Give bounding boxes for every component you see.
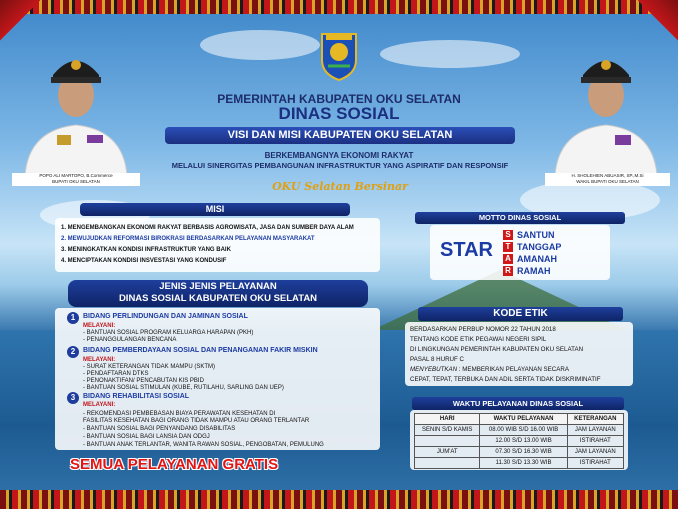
kode-etik-last-line: CEPAT, TEPAT, TERBUKA DAN ADIL SERTA TIDAK DISKRIMINATIF <box>410 376 601 383</box>
misi-item: 4. MENCIPTAKAN KONDISI INSVESTASI YANG KONDUSIF <box>61 258 227 264</box>
schedule-table <box>414 413 624 469</box>
schedule-cell: ISTIRAHAT <box>567 458 623 469</box>
govt-title: PEMERINTAH KABUPATEN OKU SELATAN <box>217 92 461 106</box>
free-service-notice: SEMUA PELAYANAN GRATIS <box>70 456 279 473</box>
motto-item <box>503 229 561 241</box>
service-item: - REKOMENDASI PEMBEBASAN BIAYA PERAWATAN KESEHATAN DI <box>83 411 276 417</box>
schedule-row <box>415 447 624 458</box>
top-ornament-border <box>0 0 678 14</box>
service-item: - PENDAFTARAN DTKS <box>83 371 149 377</box>
service-item: - BANTUAN SOSIAL BAGI LANSIA DAN ODGJ <box>83 434 210 440</box>
services-title-line2: DINAS SOSIAL KABUPATEN OKU SELATAN <box>118 293 318 304</box>
kode-etik-menyebutkan <box>410 366 569 374</box>
bupati-title: BUPATI OKU SELATAN <box>52 179 100 184</box>
schedule-header-row <box>415 414 624 425</box>
schedule-row <box>415 436 624 447</box>
cloud <box>200 30 320 60</box>
service-number: 3 <box>67 392 79 404</box>
motto-item <box>503 265 561 277</box>
bottom-ornament-border <box>0 490 678 509</box>
kode-etik-panel <box>405 322 633 386</box>
bupati-name: POPO ALI MARTOPO, B.Commerce <box>39 173 113 178</box>
service-item: - BANTUAN SOSIAL STIMULAN (KUBE, RUTILAHU, SARLING DAN UEP) <box>83 385 284 391</box>
slogan: OKU Selatan Bersinar <box>272 180 408 193</box>
service-number: 1 <box>67 312 79 324</box>
misi-item: 1. MENGEMBANGKAN EKONOMI RAKYAT BERBASIS AGROWISATA, JASA DAN SUMBER DAYA ALAM <box>61 225 354 231</box>
schedule-row <box>415 425 624 436</box>
motto-item <box>503 253 561 265</box>
misi-item: 2. MEWUJUDKAN REFORMASI BIROKRASI BERDASARKAN PELAYANAN MASYARAKAT <box>61 236 315 242</box>
motto-letter: T <box>503 242 513 252</box>
wakil-bupati-photo <box>545 35 667 175</box>
motto-title: MOTTO DINAS SOSIAL <box>415 212 625 224</box>
service-number: 2 <box>67 346 79 358</box>
wakil-bupati-caption <box>545 173 670 186</box>
kode-etik-title: KODE ETIK <box>418 307 623 321</box>
service-melayani: MELAYANI: <box>83 323 116 329</box>
service-title: BIDANG PERLINDUNGAN DAN JAMINAN SOSIAL <box>83 313 248 320</box>
motto-letter: R <box>503 266 513 276</box>
motto-text: RAMAH <box>517 266 551 276</box>
wakil-bupati-title: WAKIL BUPATI OKU SELATAN <box>576 179 639 184</box>
menyebutkan-label: MENYEBUTKAN <box>410 366 458 373</box>
schedule-cell: 12.00 S/D 13.00 WIB <box>480 436 567 447</box>
regency-emblem-icon <box>318 30 360 82</box>
misi-item: 3. MENINGKATKAN KONDISI INFRASTRUKTUR YANG BAIK <box>61 247 231 253</box>
visi-title: VISI DAN MISI KABUPATEN OKU SELATAN <box>165 127 515 144</box>
kode-etik-line: PASAL 8 HURUF C <box>410 356 464 363</box>
service-item: - PENONAKTIFAN/ PENCABUTAN KIS PBID <box>83 378 204 384</box>
motto-word: STAR <box>440 239 493 261</box>
service-item: - SURAT KETERANGAN TIDAK MAMPU (SKTM) <box>83 364 216 370</box>
schedule-cell: SENIN S/D KAMIS <box>415 425 480 436</box>
schedule-title: WAKTU PELAYANAN DINAS SOSIAL <box>412 397 624 410</box>
schedule-cell: 08.00 WIB S/D 16.00 WIB <box>480 425 567 436</box>
schedule-cell: 07.30 S/D 16.30 WIB <box>480 447 567 458</box>
motto-letter: A <box>503 254 513 264</box>
menyebutkan-text: : MEMBERIKAN PELAYANAN SECARA <box>458 366 569 373</box>
motto-text: AMANAH <box>517 254 557 264</box>
service-title: BIDANG REHABILITASI SOSIAL <box>83 393 190 400</box>
schedule-header: WAKTU PELAYANAN <box>480 414 567 425</box>
services-panel <box>55 308 380 450</box>
misi-title: MISI <box>80 203 350 216</box>
motto-text: TANGGAP <box>517 242 562 252</box>
service-item: - PENANGGULANGAN BENCANA <box>83 337 177 343</box>
wakil-bupati-name: H. SHOLEHIEN ABUASIR, SP.,M.Si <box>571 173 644 178</box>
dinas-title: DINAS SOSIAL <box>278 104 400 123</box>
schedule-cell: 11.30 S/D 13.30 WIB <box>480 458 567 469</box>
schedule-cell: ISTIRAHAT <box>567 436 623 447</box>
schedule-cell <box>415 458 480 469</box>
services-title-line1: JENIS JENIS PELAYANAN <box>159 281 277 292</box>
services-title <box>68 280 368 307</box>
kode-etik-line: BERDASARKAN PERBUP NOMOR 22 TAHUN 2018 <box>410 326 556 333</box>
motto-item <box>503 241 561 253</box>
motto-text: SANTUN <box>517 230 555 240</box>
bupati-photo <box>15 35 137 175</box>
service-title: BIDANG PEMBERDAYAAN SOSIAL DAN PENANGANAN FAKIR MISKIN <box>83 347 318 354</box>
misi-panel <box>55 218 380 272</box>
schedule-row <box>415 458 624 469</box>
schedule-header: HARI <box>415 414 480 425</box>
motto-panel <box>430 225 610 280</box>
kode-etik-line: DI LINGKUNGAN PEMERINTAH KABUPATEN OKU SELATAN <box>410 346 584 353</box>
service-melayani: MELAYANI: <box>83 357 116 363</box>
service-item: - BANTUAN SOSIAL PROGRAM KELUARGA HARAPAN (PKH) <box>83 330 254 336</box>
motto-letter: S <box>503 230 513 240</box>
kode-etik-line: TENTANG KODE ETIK PEGAWAI NEGERI SIPIL <box>410 336 547 343</box>
motto-list <box>503 229 561 277</box>
schedule-header: KETERANGAN <box>567 414 623 425</box>
visi-line1: BERKEMBANGNYA EKONOMI RAKYAT <box>264 151 414 160</box>
bupati-caption <box>12 173 140 186</box>
visi-line2: MELALUI SINERGITAS PEMBANGUNAN INFRASTRUKTUR YANG ASPIRATIF DAN RESPONSIF <box>171 161 509 170</box>
schedule-panel <box>410 410 628 470</box>
schedule-cell: JAM LAYANAN <box>567 425 623 436</box>
service-item: - BANTUAN ANAK TERLANTAR, WANITA RAWAN SOSIAL, PENGOBATAN, PEMULUNG <box>83 442 324 448</box>
service-item: FASILITAS KESEHATAN BAGI ORANG TIDAK MAMPU ATAU ORANG TERLANTAR <box>83 418 310 424</box>
service-item: - BANTUAN SOSIAL BAGI PENYANDANG DISABILITAS <box>83 426 236 432</box>
schedule-cell: JAM LAYANAN <box>567 447 623 458</box>
service-melayani: MELAYANI: <box>83 402 116 408</box>
schedule-cell: JUM'AT <box>415 447 480 458</box>
cloud <box>380 40 520 68</box>
schedule-cell <box>415 436 480 447</box>
